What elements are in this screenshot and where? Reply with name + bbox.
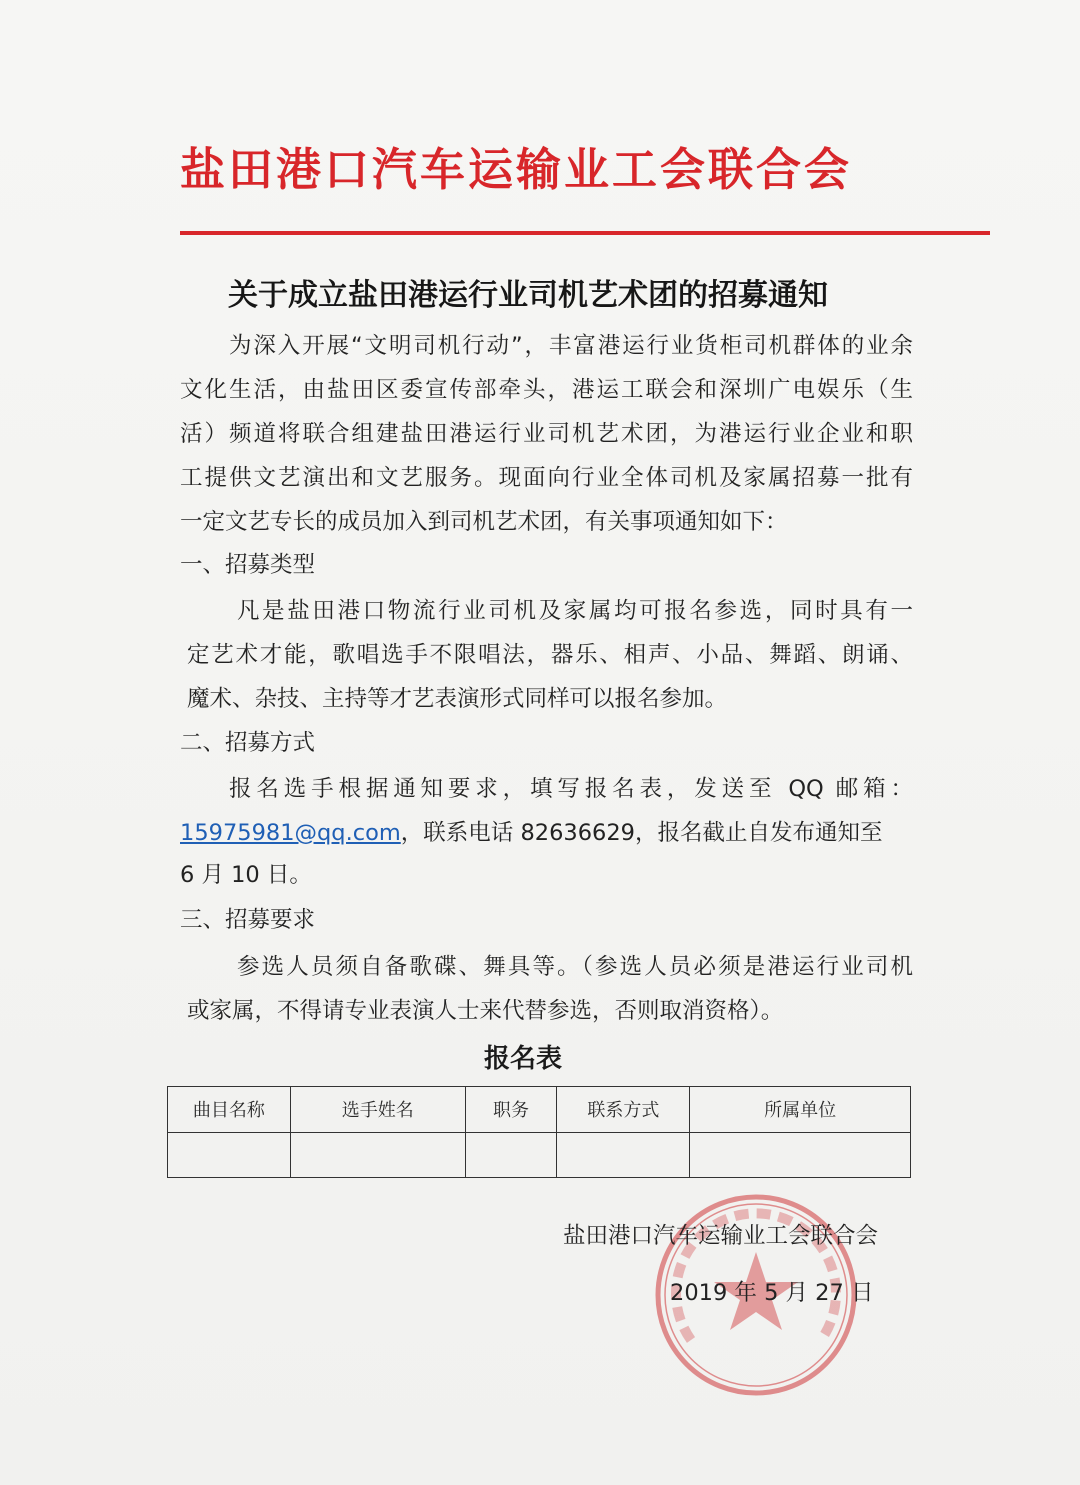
section1-line-2: 定艺术才能，歌唱选手不限唱法，器乐、相声、小品、舞蹈、朗诵、 <box>187 642 913 668</box>
intro-line-2: 文化生活，由盐田区委宣传部牵头，港运工联会和深圳广电娱乐（生 <box>180 377 913 403</box>
table-cell <box>690 1132 911 1178</box>
section2-line-3: 6 月 10 日。 <box>180 862 312 888</box>
intro-line-3: 活）频道将联合组建盐田港运行业司机艺术团，为港运行业企业和职 <box>180 421 913 447</box>
table-cell <box>557 1132 690 1178</box>
signature-org: 盐田港口汽车运输业工会联合会 <box>563 1223 879 1249</box>
intro-line-4: 工提供文艺演出和文艺服务。现面向行业全体司机及家属招募一批有 <box>180 465 913 491</box>
table-header-row <box>168 1087 911 1133</box>
section2-line-1: 报名选手根据通知要求，填写报名表，发送至 QQ 邮箱： <box>229 776 913 802</box>
section3-heading: 三、招募要求 <box>180 907 316 933</box>
section2-heading: 二、招募方式 <box>180 730 316 756</box>
section1-line-3: 魔术、杂技、主持等才艺表演形式同样可以报名参加。 <box>187 686 728 712</box>
section3-line-2: 或家属，不得请专业表演人士来代替参选，否则取消资格）。 <box>187 998 784 1024</box>
intro-line-5: 一定文艺专长的成员加入到司机艺术团，有关事项通知如下： <box>180 509 788 535</box>
section1-heading: 一、招募类型 <box>180 552 316 578</box>
table-cell <box>290 1132 465 1178</box>
notice-title: 关于成立盐田港运行业司机艺术团的招募通知 <box>228 278 828 313</box>
column-header-name: 选手姓名 <box>290 1087 465 1133</box>
signature-date: 2019 年 5 月 27 日 <box>670 1280 874 1306</box>
registration-form-title: 报名表 <box>484 1044 563 1074</box>
section2-line-2 <box>180 818 882 848</box>
letterhead-red-rule <box>180 231 990 235</box>
column-header-song: 曲目名称 <box>168 1087 291 1133</box>
section3-line-1: 参选人员须自备歌碟、舞具等。（参选人员必须是港运行业司机 <box>237 954 913 980</box>
column-header-contact: 联系方式 <box>557 1087 690 1133</box>
intro-line-1: 为深入开展“文明司机行动”，丰富港运行业货柜司机群体的业余 <box>229 333 913 359</box>
org-letterhead-title: 盐田港口汽车运输业工会联合会 <box>180 143 853 196</box>
table-cell <box>168 1132 291 1178</box>
email-link[interactable]: 15975981@qq.com <box>180 820 401 846</box>
table-cell <box>465 1132 557 1178</box>
section1-line-1: 凡是盐田港口物流行业司机及家属均可报名参选，同时具有一 <box>237 598 913 624</box>
column-header-unit: 所属单位 <box>690 1087 911 1133</box>
contact-phone-text: ，联系电话 82636629，报名截止自发布通知至 <box>400 820 883 846</box>
table-row <box>168 1132 911 1178</box>
registration-table <box>167 1086 911 1178</box>
column-header-position: 职务 <box>465 1087 557 1133</box>
